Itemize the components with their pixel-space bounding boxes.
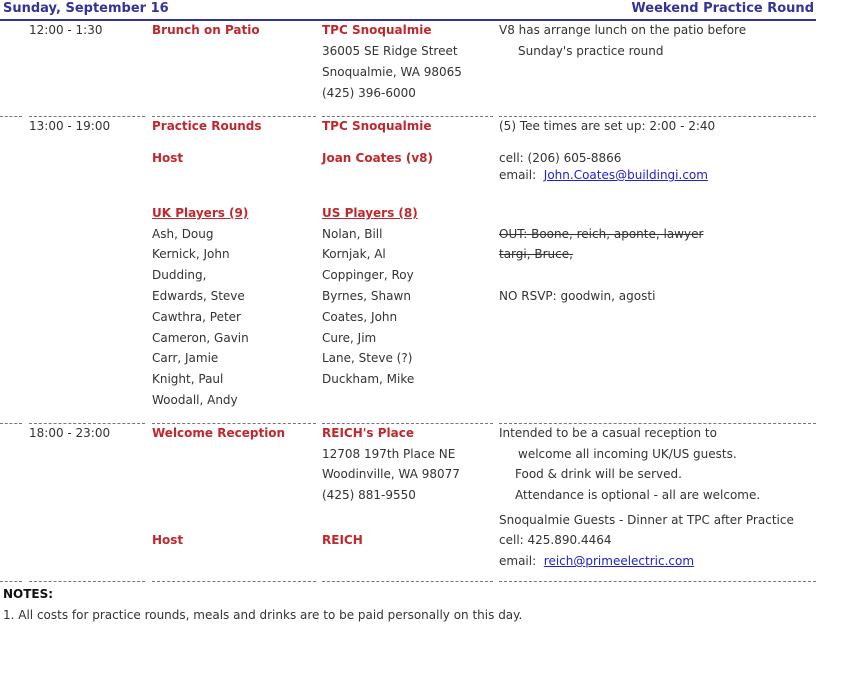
uk-players-header: UK Players (9) [152,206,249,220]
us-player: Kornjak, Al [322,247,386,261]
practice-time: 13:00 - 19:00 [29,119,111,133]
schedule-header-bar [0,0,816,21]
uk-player: Edwards, Steve [152,289,245,303]
brunch-time: 12:00 - 1:30 [29,23,103,37]
us-player: Byrnes, Shawn [322,289,411,303]
brunch-address-line2: Snoqualmie, WA 98065 [322,65,462,79]
reception-host-name: REICH [322,533,363,547]
brunch-note-line1: V8 has arrange lunch on the patio before [499,23,747,37]
us-players-header: US Players (8) [322,206,418,220]
brunch-note-line2: Sunday's practice round [518,44,664,58]
practice-tee-times: (5) Tee times are set up: 2:00 - 2:40 [499,119,716,133]
reception-time: 18:00 - 23:00 [29,426,111,440]
uk-player: Woodall, Andy [152,393,238,407]
us-player: Lane, Steve (?) [322,351,413,365]
uk-player: Kernick, John [152,247,230,261]
email-label: email: [499,554,537,568]
reception-host-cell: cell: 425.890.4464 [499,533,612,547]
reception-venue: REICH's Place [322,426,415,440]
us-player: Cure, Jim [322,331,377,345]
practice-host-email-row [499,165,708,186]
practice-host-email-link[interactable]: John.Coates@buildingi.com [543,168,708,182]
practice-venue: TPC Snoqualmie [322,119,432,133]
out-list-line1: OUT: Boone, reich, aponte, lawyer [499,227,704,241]
event-title: Weekend Practice Round [631,1,814,16]
reception-address-line2: Woodinville, WA 98077 [322,467,460,481]
row-divider [0,423,22,424]
reception-dinner-note: Snoqualmie Guests - Dinner at TPC after Practice [499,513,794,527]
no-rsvp-list: NO RSVP: goodwin, agosti [499,289,656,303]
reception-host-email-link[interactable]: reich@primeelectric.com [543,554,695,568]
email-label: email: [499,168,537,182]
uk-player: Ash, Doug [152,227,214,241]
row-divider [29,581,145,582]
reception-note-line1: Intended to be a casual reception to [499,426,717,440]
brunch-title: Brunch on Patio [152,23,260,37]
reception-note-line4: Attendance is optional - all are welcome. [515,488,761,502]
brunch-venue: TPC Snoqualmie [322,23,432,37]
row-divider [0,116,22,117]
uk-player: Dudding, [152,268,207,282]
notes-title: NOTES: [3,587,54,601]
us-player: Coppinger, Roy [322,268,414,282]
reception-host-label: Host [152,533,184,547]
uk-player: Knight, Paul [152,372,224,386]
reception-title: Welcome Reception [152,426,286,440]
reception-note-line3: Food & drink will be served. [515,467,682,481]
brunch-address-line1: 36005 SE Ridge Street [322,44,458,58]
us-player: Nolan, Bill [322,227,383,241]
reception-address-line1: 12708 197th Place NE [322,447,456,461]
uk-player: Cawthra, Peter [152,310,241,324]
practice-title: Practice Rounds [152,119,262,133]
practice-host-name: Joan Coates (v8) [322,151,434,165]
row-divider [499,581,816,582]
reception-phone: (425) 881-9550 [322,488,416,502]
notes-item-1: 1. All costs for practice rounds, meals and drinks are to be paid personally on this day. [3,608,523,622]
us-player: Coates, John [322,310,398,324]
out-list-line2: targi, Bruce, [499,247,573,261]
row-divider [322,581,493,582]
uk-player: Carr, Jamie [152,351,219,365]
reception-note-line2: welcome all incoming UK/US guests. [518,447,737,461]
reception-host-email-row [499,551,694,572]
row-divider [152,581,316,582]
row-divider [0,581,22,582]
schedule-date: Sunday, September 16 [3,1,169,16]
uk-player: Cameron, Gavin [152,331,249,345]
us-player: Duckham, Mike [322,372,415,386]
practice-host-cell: cell: (206) 605-8866 [499,151,622,165]
brunch-phone: (425) 396-6000 [322,86,416,100]
practice-host-label: Host [152,151,184,165]
